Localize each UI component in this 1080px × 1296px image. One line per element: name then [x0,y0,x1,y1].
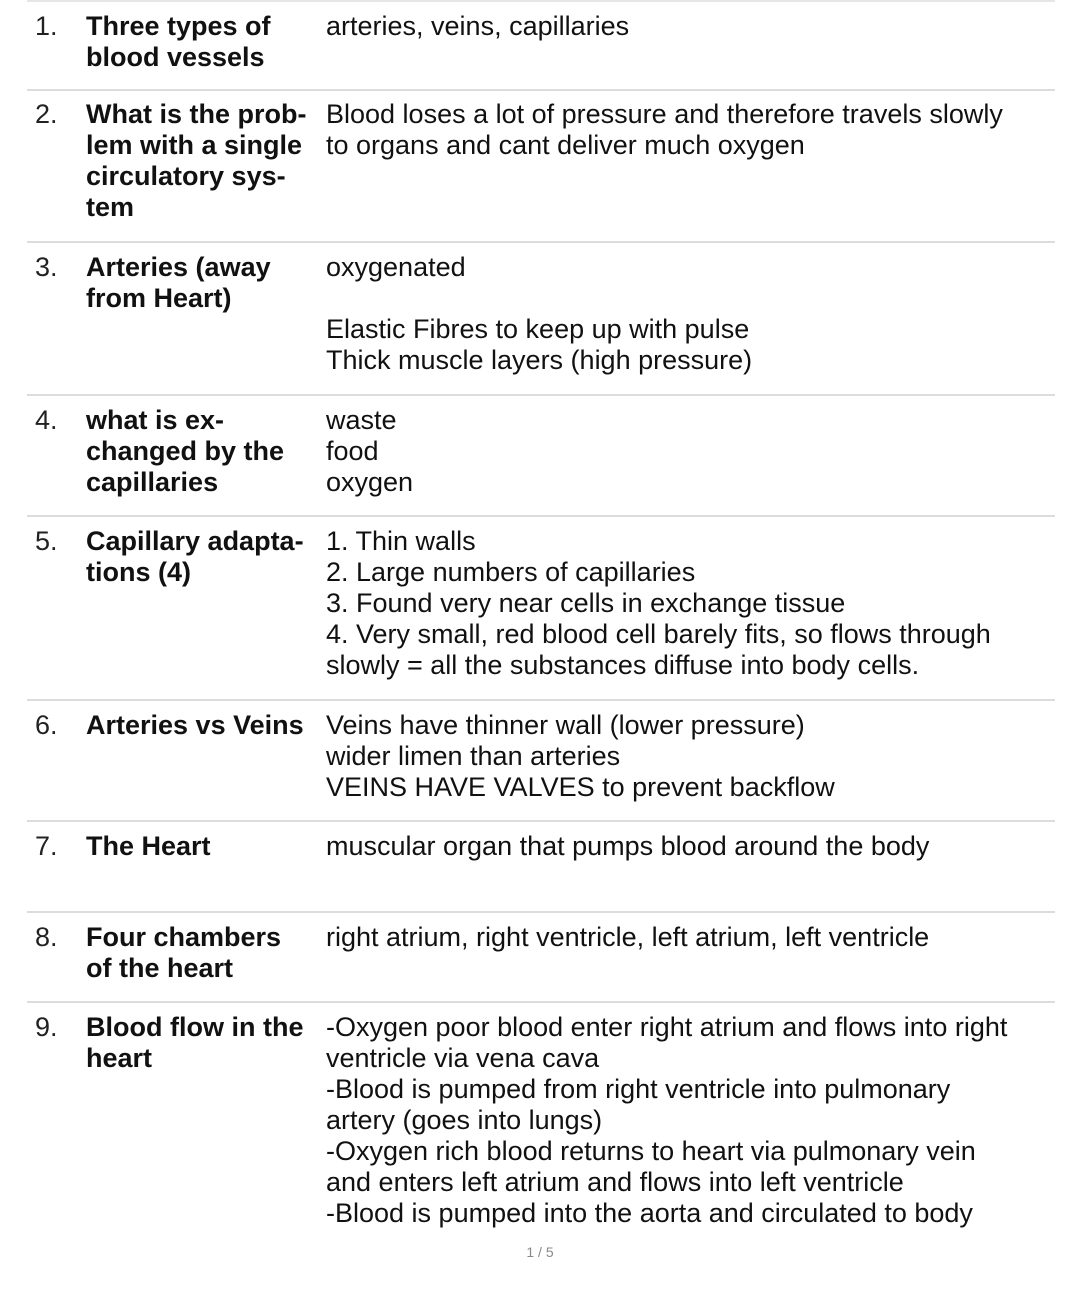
card-term: Four chambers of the heart [86,922,282,983]
flashcard-row-8 [27,913,1055,1003]
card-term: Capillary adapta- tions (4) [86,526,304,587]
card-number: 5. [35,526,58,556]
card-definition: arteries, veins, capillaries [326,11,630,41]
card-number: 3. [35,252,58,282]
flashcard-row-1 [27,0,1055,91]
card-number: 2. [35,99,58,129]
card-term: Three types of blood vessels [86,11,271,72]
card-term: what is ex- changed by the capillaries [86,405,285,497]
card-definition: 1. Thin walls 2. Large numbers of capillaries 3. Found very near cells in exchange tissue 4. Very small, red blood cell barely fits, so flows through slowly = all the substances diffuse into body cells. [326,526,991,680]
card-term: What is the prob- lem with a single circulatory sys- tem [86,99,307,222]
card-definition: oxygenated Elastic Fibres to keep up with pulse Thick muscle layers (high pressure) [326,252,753,375]
card-definition: Blood loses a lot of pressure and therefore travels slowly to organs and cant deliver much oxygen [326,99,1003,160]
card-definition: waste food oxygen [326,405,414,497]
card-term: The Heart [86,831,211,861]
card-term: Arteries vs Veins [86,710,304,740]
card-term: Blood flow in the heart [86,1012,304,1073]
flashcard-row-6 [27,701,1055,822]
flashcard-row-2 [27,91,1055,243]
card-definition: -Oxygen poor blood enter right atrium and flows into right ventricle via vena cava -Blood is pumped from right ventricle into pulmonary artery (goes into lungs) -Oxygen rich blood returns to heart via pulmonary vein and enters left atrium and flows into left ventricle -Blood is pumped into the aorta and circulated to body [326,1012,1008,1228]
card-number: 6. [35,710,58,740]
card-definition: Veins have thinner wall (lower pressure) wider limen than arteries VEINS HAVE VALVES to prevent backflow [326,710,835,802]
card-definition: muscular organ that pumps blood around the body [326,831,930,861]
flashcard-row-3 [27,243,1055,396]
card-number: 9. [35,1012,58,1042]
flashcard-list [27,0,1055,1241]
card-number: 7. [35,831,58,861]
card-number: 1. [35,11,58,41]
card-term: Arteries (away from Heart) [86,252,271,313]
card-number: 8. [35,922,58,952]
flashcard-row-5 [27,517,1055,701]
flashcard-row-7 [27,822,1055,913]
page-indicator: 1 / 5 [526,1244,554,1260]
card-definition: right atrium, right ventricle, left atrium, left ventricle [326,922,930,952]
card-number: 4. [35,405,58,435]
flashcard-row-9 [27,1003,1055,1241]
flashcard-row-4 [27,396,1055,517]
